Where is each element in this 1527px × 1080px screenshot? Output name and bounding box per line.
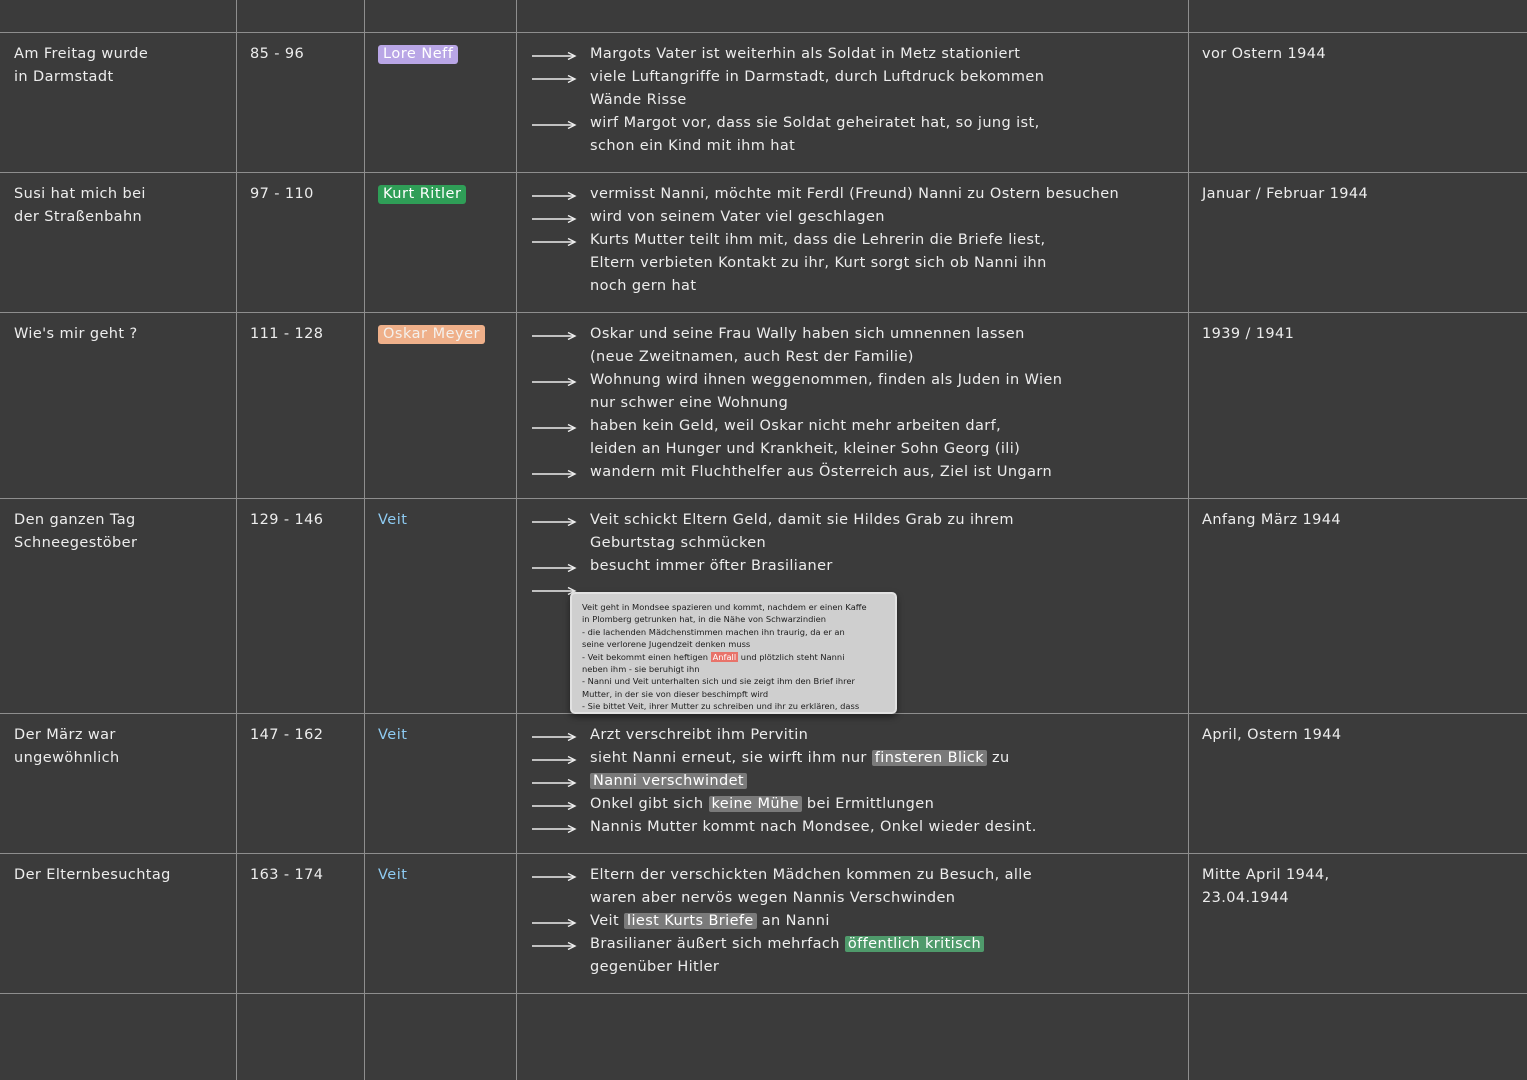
arrow-icon [530,770,584,793]
note-highlight: Anfall [712,651,737,662]
bullet-text: Veit schickt Eltern Geld, damit sie Hildes Grab zu ihrem Geburtstag schmücken [590,512,1014,551]
table-row [0,173,1527,313]
bullet-row [530,910,1176,933]
pages-value: 147 - 162 [250,727,324,743]
arrow-icon [530,910,584,933]
person-name: Oskar Meyer [378,325,485,344]
person-name: Veit [378,727,408,743]
content-cell [516,33,1188,173]
highlight-marker: finsteren Blick [872,750,987,766]
time-value: vor Ostern 1944 [1202,46,1327,62]
bullet-row [530,415,1176,461]
bullet-row [530,770,1176,793]
bullet-text: Margots Vater ist weiterhin als Soldat in Metz stationiert [590,46,1021,62]
chapter-title-cell [0,714,236,854]
person-cell [364,854,516,994]
note-line: Mutter, in der sie von dieser beschimpft wird [582,688,769,699]
chapter-title-line: Am Freitag wurde [14,46,149,62]
bullet-row [530,323,1176,369]
chapter-title-line: Susi hat mich bei [14,186,146,202]
pages-cell [236,499,364,714]
time-cell [1188,33,1527,173]
bullet-text: Kurts Mutter teilt ihm mit, dass die Lehrerin die Briefe liest, Eltern verbieten Kontakt zu ihr, Kurt sorgt sich ob Nanni ihn noch gern hat [590,232,1047,294]
arrow-icon [530,66,584,89]
pages-cell [236,313,364,499]
bullet-text: Nannis Mutter kommt nach Mondsee, Onkel wieder desint. [590,819,1037,835]
chapter-title-line: Wie's mir geht ? [14,326,138,342]
person-name: Lore Neff [378,45,458,64]
time-value: Mitte April 1944, [1202,867,1330,883]
chapter-title-line: Der Elternbesuchtag [14,867,171,883]
bullet-row [530,112,1176,158]
time-value: 1939 / 1941 [1202,326,1295,342]
arrow-icon [530,415,584,438]
content-cell [516,714,1188,854]
bullet-text: Onkel gibt sich keine Mühe bei Ermittlungen [590,796,935,812]
bullet-row [530,864,1176,910]
arrow-icon [530,43,584,66]
note-line: - Veit bekommt einen heftigen Anfall und plötzlich steht Nanni [582,651,845,662]
chapter-title-line: in Darmstadt [14,69,114,85]
chapter-title-line: der Straßenbahn [14,209,143,225]
pages-value: 97 - 110 [250,186,314,202]
content-cell [516,313,1188,499]
note-line: - Nanni und Veit unterhalten sich und sie zeigt ihm den Brief ihrer [582,676,855,687]
arrow-icon [530,183,584,206]
person-name: Kurt Ritler [378,185,466,204]
bullet-row [530,509,1176,555]
bullet-row [530,555,1176,578]
sticky-note-body [582,602,885,714]
arrow-icon [530,323,584,346]
pages-value: 129 - 146 [250,512,324,528]
table-row [0,854,1527,994]
bullet-text: wird von seinem Vater viel geschlagen [590,209,885,225]
person-cell [364,714,516,854]
highlight-marker: keine Mühe [709,796,802,812]
bullet-row [530,816,1176,839]
arrow-icon [530,933,584,956]
spacer-cell [364,994,516,1049]
bullet-text: wirf Margot vor, dass sie Soldat geheiratet hat, so jung ist, schon ein Kind mit ihm hat [590,115,1040,154]
sticky-note[interactable] [570,592,897,714]
spacer-cell [1188,994,1527,1049]
time-cell [1188,854,1527,994]
arrow-icon [530,793,584,816]
bullet-text: viele Luftangriffe in Darmstadt, durch Luftdruck bekommen Wände Risse [590,69,1045,108]
header-cell-title [0,0,236,33]
spacer-cell [0,994,236,1049]
header-cell-time [1188,0,1527,33]
note-line: - Sie bittet Veit, ihrer Mutter zu schreiben und ihr zu erklären, dass [582,701,860,712]
chapter-title-line: Den ganzen Tag [14,512,136,528]
time-cell [1188,714,1527,854]
note-line: seine verlorene Jugendzeit denken muss [582,639,751,650]
time-value: April, Ostern 1944 [1202,727,1342,743]
arrow-icon [530,509,584,532]
pages-cell [236,173,364,313]
arrow-icon [530,555,584,578]
arrow-icon [530,229,584,252]
note-line: - die lachenden Mädchenstimmen machen ihn traurig, da er an [582,626,845,637]
arrow-icon [530,864,584,887]
bullet-text: besucht immer öfter Brasilianer [590,558,833,574]
note-line: neben ihm - sie beruhigt ihn [582,664,700,675]
bullet-row [530,933,1176,979]
pages-value: 111 - 128 [250,326,324,342]
arrow-icon [530,112,584,135]
chapter-title-line: Der März war [14,727,116,743]
time-cell [1188,313,1527,499]
chapter-title-line: ungewöhnlich [14,750,120,766]
pages-cell [236,714,364,854]
header-cell-pages [236,0,364,33]
bullet-row [530,369,1176,415]
bullet-text: vermisst Nanni, möchte mit Ferdl (Freund) Nanni zu Ostern besuchen [590,186,1120,202]
arrow-icon [530,206,584,229]
bullet-row [530,747,1176,770]
spacer-cell [516,994,1188,1049]
bullet-text [590,770,1176,793]
bullet-row [530,229,1176,298]
content-cell [516,854,1188,994]
person-cell [364,313,516,499]
spacer-cell [236,994,364,1049]
highlight-marker: öffentlich kritisch [845,936,984,952]
pages-value: 163 - 174 [250,867,324,883]
bullet-row [530,43,1176,66]
header-cell-person [364,0,516,33]
bullet-text: Wohnung wird ihnen weggenommen, finden als Juden in Wien nur schwer eine Wohnung [590,372,1063,411]
bullet-row [530,724,1176,747]
time-cell [1188,499,1527,714]
pages-value: 85 - 96 [250,46,305,62]
time-value: Januar / Februar 1944 [1202,186,1369,202]
bullet-text: Veit liest Kurts Briefe an Nanni [590,913,830,929]
pages-cell [236,33,364,173]
chapter-title-cell [0,313,236,499]
bullet-text: Eltern der verschickten Mädchen kommen zu Besuch, alle waren aber nervös wegen Nannis Verschwinden [590,867,1033,906]
table-row [0,313,1527,499]
bullet-text: wandern mit Fluchthelfer aus Österreich aus, Ziel ist Ungarn [590,464,1053,480]
bullet-text: Brasilianer äußert sich mehrfach öffentlich kritisch gegenüber Hitler [590,933,1176,979]
bullet-row [530,66,1176,112]
pages-cell [236,854,364,994]
arrow-icon [530,369,584,392]
arrow-icon [530,816,584,839]
bullet-row [530,793,1176,816]
content-cell [516,173,1188,313]
person-cell [364,173,516,313]
note-line: Veit geht in Mondsee spazieren und kommt, nachdem er einen Kaffe [582,602,867,612]
chapter-title-cell [0,499,236,714]
chapter-title-cell [0,854,236,994]
person-cell [364,33,516,173]
bullet-row [530,206,1176,229]
chapter-title-cell [0,173,236,313]
note-line: in Plomberg getrunken hat, in die Nähe von Schwarzindien [582,614,827,625]
bullet-text: sieht Nanni erneut, sie wirft ihm nur finsteren Blick zu [590,750,1010,766]
bullet-text: haben kein Geld, weil Oskar nicht mehr arbeiten darf, leiden an Hunger und Krankheit, kleiner Sohn Georg (ili) [590,418,1021,457]
time-cell [1188,173,1527,313]
person-cell [364,499,516,714]
arrow-icon [530,461,584,484]
bullet-row [530,461,1176,484]
highlight-marker: liest Kurts Briefe [624,913,757,929]
time-value: Anfang März 1944 [1202,512,1341,528]
bullet-text: Oskar und seine Frau Wally haben sich umnennen lassen (neue Zweitnamen, auch Rest der Familie) [590,326,1025,365]
time-value: 23.04.1944 [1202,890,1290,906]
bullet-text: Arzt verschreibt ihm Pervitin [590,727,809,743]
person-name: Veit [378,512,408,528]
arrow-icon [530,724,584,747]
highlight-marker: Nanni verschwindet [590,773,747,789]
arrow-icon [530,747,584,770]
chapter-title-cell [0,33,236,173]
table-header-rule [0,0,1527,33]
table-row [0,714,1527,854]
table-row-spacer [0,994,1527,1049]
chapter-title-line: Schneegestöber [14,535,138,551]
table-row [0,33,1527,173]
header-cell-content [516,0,1188,33]
bullet-row [530,183,1176,206]
person-name: Veit [378,867,408,883]
